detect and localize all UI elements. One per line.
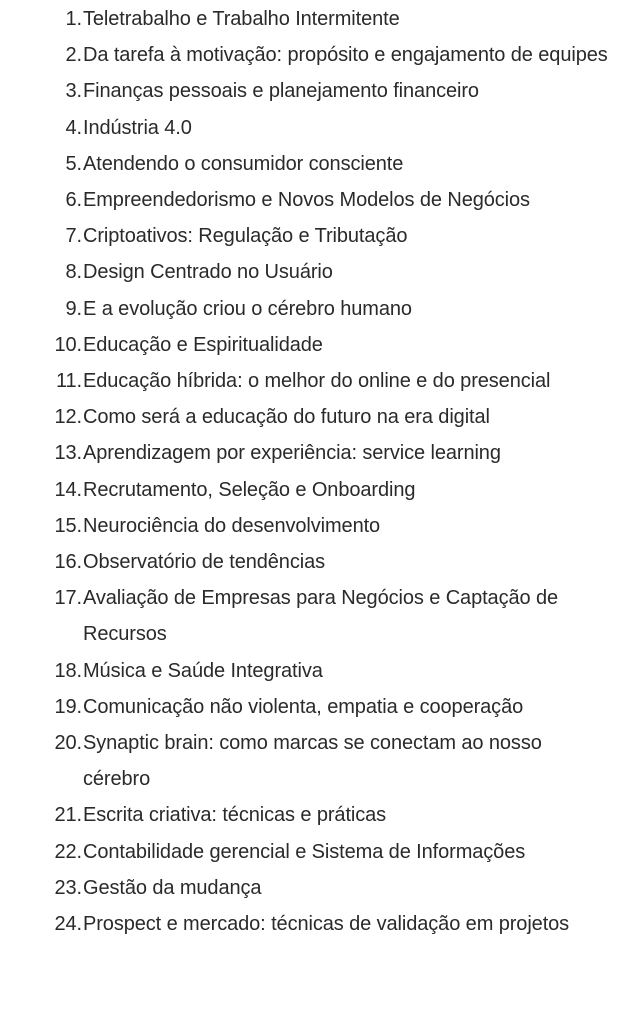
- list-item-title: Observatório de tendências: [83, 551, 325, 574]
- list-item-number: 11.: [55, 370, 82, 393]
- list-item-number: 16.: [54, 551, 82, 574]
- list-item: [0, 399, 621, 435]
- list-item-title: Indústria 4.0: [83, 116, 192, 139]
- list-item-number: 17.: [54, 587, 82, 610]
- list-item-title: Educação e Espiritualidade: [83, 333, 323, 356]
- list-item-number: 21.: [54, 804, 82, 827]
- list-item: [0, 580, 621, 652]
- list-item-number: 23.: [54, 876, 82, 899]
- list-item: [0, 725, 621, 797]
- list-item: [0, 508, 621, 544]
- list-item: [0, 291, 621, 327]
- list-item-title: Teletrabalho e Trabalho Intermitente: [83, 8, 400, 30]
- list-item-title: Synaptic brain: como marcas se conectam ao nosso cérebro: [83, 732, 542, 791]
- list-item-number: 5.: [65, 152, 82, 175]
- course-list: [0, 1, 621, 942]
- list-item-title: Contabilidade gerencial e Sistema de Informações: [83, 840, 526, 863]
- list-item-number: 15.: [54, 514, 82, 537]
- list-item-title: Gestão da mudança: [83, 876, 262, 899]
- list-item-number: 19.: [54, 695, 82, 718]
- list-item: [0, 1, 621, 37]
- list-item: [0, 37, 621, 73]
- list-item-title: Recrutamento, Seleção e Onboarding: [83, 478, 416, 501]
- list-item: [0, 906, 621, 942]
- list-item-number: 3.: [65, 80, 82, 103]
- list-item-number: 6.: [65, 189, 82, 212]
- list-item: [0, 254, 621, 290]
- list-item-title: Empreendedorismo e Novos Modelos de Negócios: [83, 189, 530, 212]
- list-item: [0, 363, 621, 399]
- list-item-number: 13.: [54, 442, 82, 465]
- list-item-title: Como será a educação do futuro na era digital: [83, 406, 490, 429]
- list-item-number: 9.: [65, 297, 82, 320]
- list-item: [0, 218, 621, 254]
- list-item: [0, 797, 621, 833]
- list-item-number: 4.: [65, 116, 82, 139]
- list-item-number: 22.: [54, 840, 82, 863]
- list-item-title: Finanças pessoais e planejamento financeiro: [83, 80, 479, 103]
- list-item: [0, 73, 621, 109]
- list-item-title: Música e Saúde Integrativa: [83, 659, 323, 682]
- list-item: [0, 689, 621, 725]
- list-item: [0, 472, 621, 508]
- list-item-number: 18.: [54, 659, 82, 682]
- list-item-number: 12.: [54, 406, 82, 429]
- list-item: [0, 327, 621, 363]
- list-item-title: Avaliação de Empresas para Negócios e Captação de Recursos: [83, 587, 559, 646]
- list-item-number: 20.: [54, 732, 82, 755]
- list-item-number: 2.: [65, 44, 82, 67]
- list-item: [0, 110, 621, 146]
- list-item-number: 10.: [54, 333, 82, 356]
- list-item-title: E a evolução criou o cérebro humano: [83, 297, 412, 320]
- list-item-title: Design Centrado no Usuário: [83, 261, 333, 284]
- list-item-number: 14.: [54, 478, 82, 501]
- list-item-title: Prospect e mercado: técnicas de validação em projetos: [83, 913, 570, 936]
- list-item: [0, 834, 621, 870]
- list-item: [0, 182, 621, 218]
- list-item-title: Da tarefa à motivação: propósito e engajamento de equipes: [83, 44, 608, 67]
- list-item: [0, 146, 621, 182]
- list-item-number: 24.: [54, 913, 82, 936]
- list-item: [0, 435, 621, 471]
- list-item-number: 7.: [65, 225, 82, 248]
- list-item-title: Educação híbrida: o melhor do online e do presencial: [83, 370, 551, 393]
- list-item-title: Escrita criativa: técnicas e práticas: [83, 804, 387, 827]
- list-item-title: Aprendizagem por experiência: service learning: [83, 442, 501, 465]
- list-item-number: 1.: [65, 8, 82, 30]
- list-item: [0, 653, 621, 689]
- list-item: [0, 544, 621, 580]
- list-item-title: Neurociência do desenvolvimento: [83, 514, 381, 537]
- list-item-title: Comunicação não violenta, empatia e cooperação: [83, 695, 524, 718]
- list-item-title: Criptoativos: Regulação e Tributação: [83, 225, 408, 248]
- list-item-number: 8.: [65, 261, 82, 284]
- list-item: [0, 870, 621, 906]
- list-item-title: Atendendo o consumidor consciente: [83, 152, 404, 175]
